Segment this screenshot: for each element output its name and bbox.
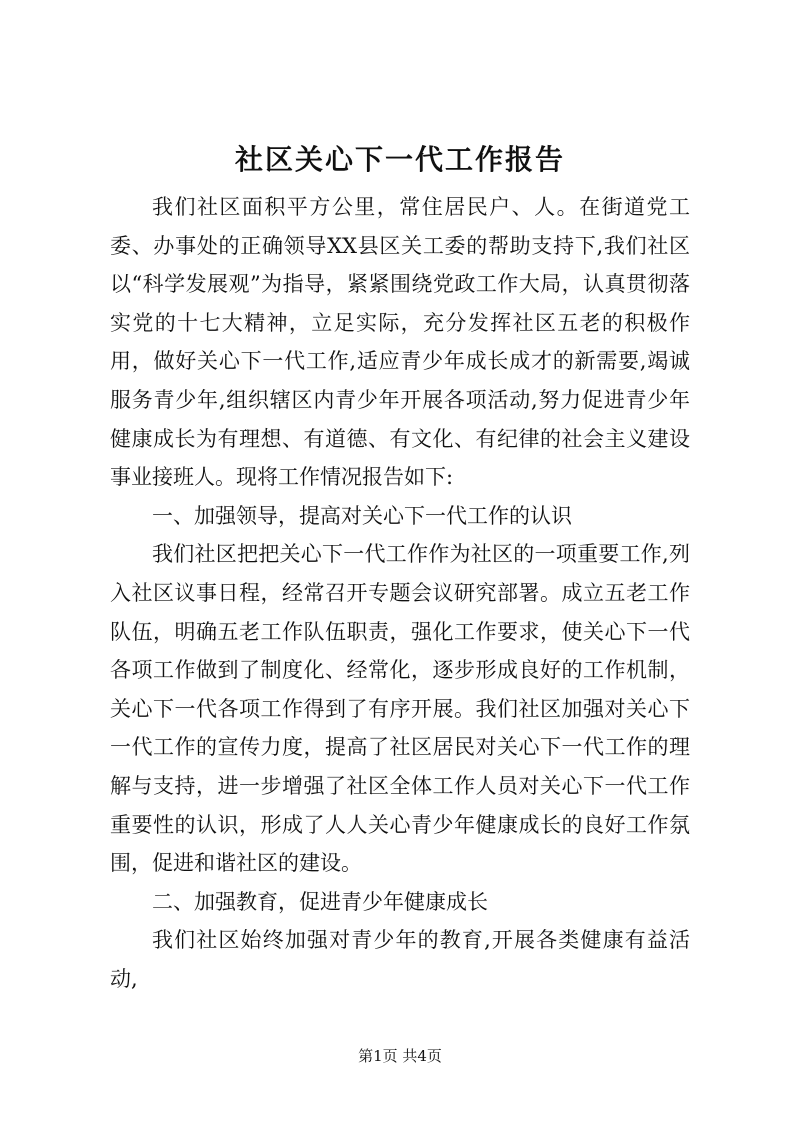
section-heading-2: 二、加强教育，促进青少年健康成长	[152, 889, 488, 914]
paragraph-section-2: 我们社区始终加强对青少年的教育,开展各类健康有益活动,	[110, 928, 690, 991]
document-body	[110, 188, 690, 998]
page-footer: 第1页 共4页	[358, 1047, 442, 1065]
paragraph-intro: 我们社区面积平方公里，常住居民户、人。在街道党工委、办事处的正确领导XX县区关工委的帮助支持下,我们社区以“科学发展观”为指导，紧紧围绕党政工作大局，认真贯彻落实党的十七大精神，立足实际，充分发挥社区五老的积极作用，做好关心下一代工作,适应青少年成长成才的新需要,竭诚服务青少年,组织辖区内青少年开展各项活动,努力促进青少年健康成长为有理想、有道德、有文化、有纪律的社会主义建设事业接班人。现将工作情况报告如下:	[110, 195, 690, 490]
section-heading-1: 一、加强领导，提高对关心下一代工作的认识	[152, 503, 572, 528]
document-title: 社区关心下一代工作报告	[234, 143, 565, 176]
paragraph-section-1: 我们社区把把关心下一代工作作为社区的一项重要工作,列入社区议事日程，经常召开专题会议研究部署。成立五老工作队伍，明确五老工作队伍职责，强化工作要求，使关心下一代各项工作做到了制度化、经常化，逐步形成良好的工作机制，关心下一代各项工作得到了有序开展。我们社区加强对关心下一代工作的宣传力度，提高了社区居民对关心下一代工作的理解与支持，进一步增强了社区全体工作人员对关心下一代工作重要性的认识，形成了人人关心青少年健康成长的良好工作氛围，促进和谐社区的建设。	[110, 542, 690, 876]
